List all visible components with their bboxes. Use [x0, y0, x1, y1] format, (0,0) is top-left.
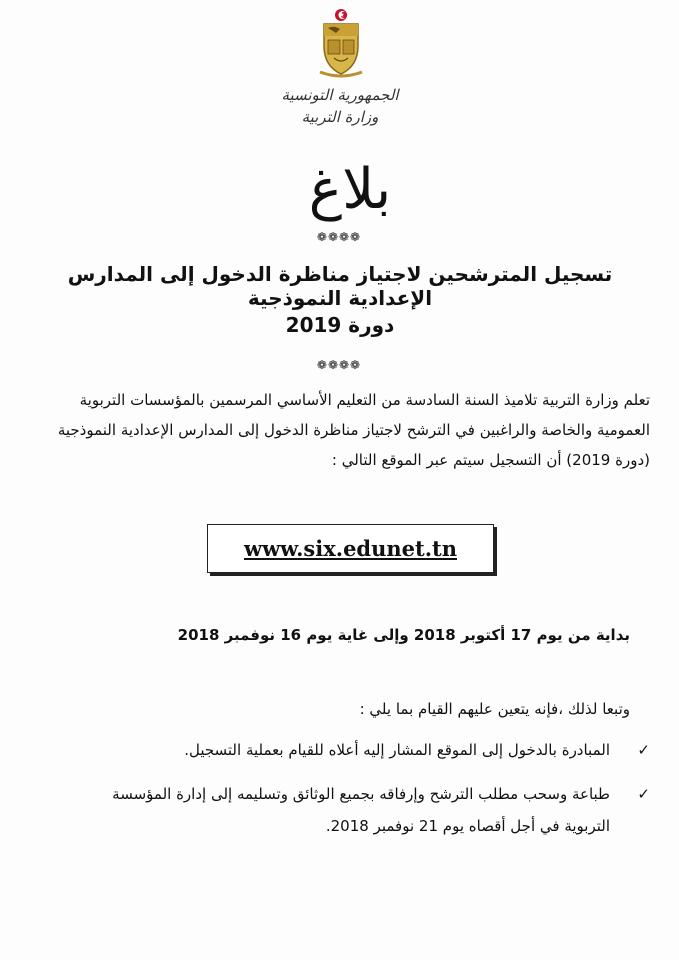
country-name: الجمهورية التونسية — [281, 86, 399, 104]
tunisia-coat-of-arms-icon — [316, 6, 366, 82]
instruction-text: التربوية في أجل أقصاه يوم 21 نوفمبر 2018. — [325, 817, 610, 835]
checkmark-icon: ✓ — [637, 785, 650, 803]
instruction-item — [50, 778, 650, 842]
url-box — [207, 524, 494, 573]
checkmark-icon: ✓ — [637, 741, 650, 759]
session-label: دورة 2019 — [285, 313, 395, 337]
ministry-name: وزارة التربية — [301, 108, 379, 126]
registration-url-link[interactable]: www.six.edunet.tn — [244, 536, 457, 561]
body-paragraph — [50, 385, 650, 475]
ornament-divider: ❁❁❁❁ — [316, 230, 362, 244]
paragraph-line: العمومية والخاصة والراغبين في الترشح لاجتياز مناظرة الدخول إلى المدارس الإعدادية النموذجية — [57, 421, 650, 439]
announcement-heading: بلاغ — [308, 157, 392, 222]
registration-period: بداية من يوم 17 أكتوبر 2018 وإلى غاية يوم 16 نوفمبر 2018 — [177, 626, 630, 644]
paragraph-line: (دورة 2019) أن التسجيل سيتم عبر الموقع التالي : — [331, 451, 650, 469]
instruction-text: طباعة وسحب مطلب الترشح وإرفاقه بجميع الوثائق وتسليمه إلى إدارة المؤسسة — [112, 785, 610, 803]
instruction-text: المبادرة بالدخول إلى الموقع المشار إليه أعلاه للقيام بعملية التسجيل. — [184, 741, 610, 759]
instructions-intro: وتبعا لذلك ،فإنه يتعين عليهم القيام بما يلي : — [359, 700, 630, 718]
paragraph-line: تعلم وزارة التربية تلاميذ السنة السادسة من التعليم الأساسي المرسمين بالمؤسسات التربوية — [79, 391, 650, 409]
instruction-item — [50, 734, 650, 766]
ornament-divider: ❁❁❁❁ — [316, 358, 362, 372]
announcement-title: تسجيل المترشحين لاجتياز مناظرة الدخول إلى المدارس الإعدادية النموذجية — [67, 262, 613, 310]
